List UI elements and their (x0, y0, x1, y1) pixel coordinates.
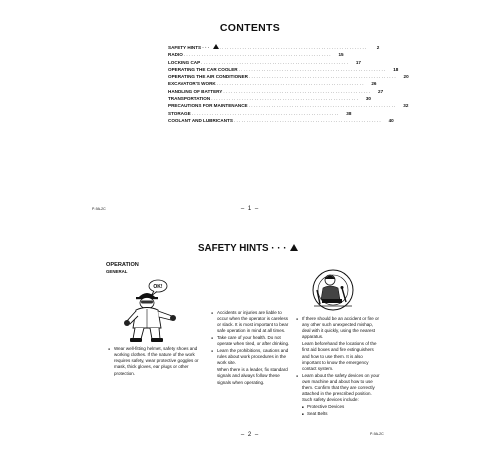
safety-hints-title (198, 243, 298, 254)
toc-entry-page: 18 (393, 66, 399, 72)
toc-entry (168, 59, 361, 66)
toc-entry-page: 2 (376, 45, 380, 50)
first-aid-text: Learn beforehand the locations of the first aid boxes and fire extinguishers and how to use them. It is also important to know the emergency contact system. (302, 341, 377, 371)
contents-title: CONTENTS (219, 22, 281, 34)
safety-hints-title-text: SAFETY HINTS · · · (198, 243, 287, 254)
toc-leader-dots: . . . . . . . . . . . . . . . . . . . . . . . . . . . . . . . . . . . . . . . . . . . . . . . . . . . . . . . . . . (201, 59, 348, 65)
toc-leader-dots: . . . . . . . . . . . . . . . . . . . . . . . . . . . . . . . . . . . . . . . . . . . . . . . . . . . . . . . . . . (223, 88, 371, 94)
toc-entry-title: EXCAVATOR'S WORK (168, 81, 216, 87)
toc-entry (168, 117, 394, 124)
toc-entry-title: RADIO (168, 52, 183, 58)
operator-illustration-icon (308, 266, 358, 314)
toc-entry (168, 66, 399, 73)
toc-entry-title: STORAGE (168, 110, 191, 116)
toc-entry-title: SAFETY HINTS · · · (168, 45, 210, 50)
toc-leader-dots: . . . . . . . . . . . . . . . . . . . . . . . . . . . . . . . . . . . . . . . . . . . . . . . . . . . . . . . . . . (248, 103, 396, 109)
safety-bullet: ● Take care of your health. Do not operate when tired, or after drinking. (211, 335, 291, 347)
page-code: P-9A-2C (370, 432, 384, 436)
toc-entry-page: 27 (378, 88, 384, 94)
toc-entry-title: TRANSPORTATION (168, 96, 211, 102)
worker-illustration-icon (116, 276, 196, 344)
toc-entry (168, 95, 371, 102)
toc-leader-dots: . . . . . . . . . . . . . . . . . . . . . . . . . . . . . . . . . . . . . . . . . . . . . . . . . . . . . . . . . . (191, 110, 339, 116)
safety-bullet: ● If there should be an accident or fire or any other such unexpected mishap, deal with it quickly, using the nearest apparatus. (296, 316, 382, 341)
safety-bullet: ● Learn the prohibitions, cautions and rules about work procedures in the work site. (211, 348, 291, 366)
safety-bullet: ● Wear well-fitting helmet, safety shoes and working clothes. If the nature of the work requires safety, wear protective goggles or mask, thick gloves, ear plugs or other protection. (108, 346, 204, 377)
toc-entry-title: HANDLING OF BATTERY (168, 88, 223, 94)
toc-leader-dots: . . . . . . . . . . . . . . . . . . . . . . . . . . . . . . . . . . . . . . . . . . . . . . . . . . . . . . . . . . (233, 117, 381, 123)
toc-entry-page: 26 (371, 81, 377, 87)
toc-leader-dots: . . . . . . . . . . . . . . . . . . . . . . . . . . . . . . . . . . . . . . . . . . . . . . . . . . . . . . . . . . (219, 45, 367, 50)
toc-entry-title: OPERATING THE AIR CONDITIONER (168, 74, 248, 80)
toc-leader-dots: . . . . . . . . . . . . . . . . . . . . . . . . . . . . . . . . . . . . . . . . . . . . . . . . . . . . . . . . . . (211, 96, 358, 102)
toc-entry-page: 30 (365, 96, 371, 102)
page-code: P-9A-2C (92, 207, 106, 211)
toc-entry (168, 102, 409, 109)
toc-entry-title: PRECAUTIONS FOR MAINTENANCE (168, 103, 248, 109)
toc-entry-page: 40 (388, 117, 394, 123)
toc-entry-title: OPERATING THE CAR COOLER (168, 66, 238, 72)
toc-entry (168, 80, 377, 87)
protective-gear-illustration (116, 276, 196, 349)
toc-entry (168, 88, 384, 95)
safety-column-1 (108, 346, 204, 377)
toc-entry-page: 20 (403, 74, 409, 80)
toc-entry-title: LOCKING CAP (168, 59, 201, 65)
toc-leader-dots: . . . . . . . . . . . . . . . . . . . . . . . . . . . . . . . . . . . . . . . . . . . . . . . . . . . . . . . . . . (248, 74, 396, 80)
section-heading: OPERATION (106, 262, 139, 268)
toc-leader-dots: . . . . . . . . . . . . . . . . . . . . . . . . . . . . . . . . . . . . . . . . . . . . . . . . . . . . . . . . . . (183, 52, 331, 58)
table-of-contents (168, 44, 409, 124)
leader-signals-text: When there is a leader, fix standard signals and always follow these signals when operating. (217, 367, 288, 385)
ok-speech-label: OK! (153, 283, 163, 290)
page-number: – 2 – (240, 432, 260, 438)
toc-entry-page: 17 (355, 59, 361, 65)
toc-entry-page: 15 (338, 52, 344, 58)
toc-entry (168, 44, 380, 51)
toc-entry (168, 73, 409, 80)
toc-leader-dots: . . . . . . . . . . . . . . . . . . . . . . . . . . . . . . . . . . . . . . . . . . . . . . . . . . . . . . . . . . (216, 81, 364, 87)
warning-triangle-icon (290, 244, 298, 251)
toc-entry-page: 38 (346, 110, 352, 116)
safety-column-2 (211, 310, 291, 386)
toc-leader-dots: . . . . . . . . . . . . . . . . . . . . . . . . . . . . . . . . . . . . . . . . . . . . . . . . . . . . . . . . . . (238, 66, 386, 72)
safety-bullet: ● Learn about the safety devices on your own machine and about how to use them. Confirm that they are correctly attached in the prescribed position. Such safety devices include: (296, 373, 382, 404)
section-subheading: GENERAL (106, 269, 128, 274)
toc-entry (168, 51, 344, 58)
warning-triangle-icon (213, 44, 219, 49)
toc-entry-page: 32 (403, 103, 409, 109)
toc-entry-title: COOLANT AND LUBRICANTS (168, 117, 233, 123)
safety-device-item: ■ Seat Belts (296, 411, 382, 417)
safety-device-item: ■ Protective Devices (296, 404, 382, 410)
page-number: – 1 – (240, 206, 260, 212)
safety-column-3 (296, 316, 382, 417)
toc-entry (168, 110, 352, 117)
operator-cab-illustration (308, 266, 358, 319)
safety-bullet: ● Accidents or injuries are liable to occur when the operator is careless or slack. It is most important to bear safe operation in mind at all times. (211, 310, 291, 335)
